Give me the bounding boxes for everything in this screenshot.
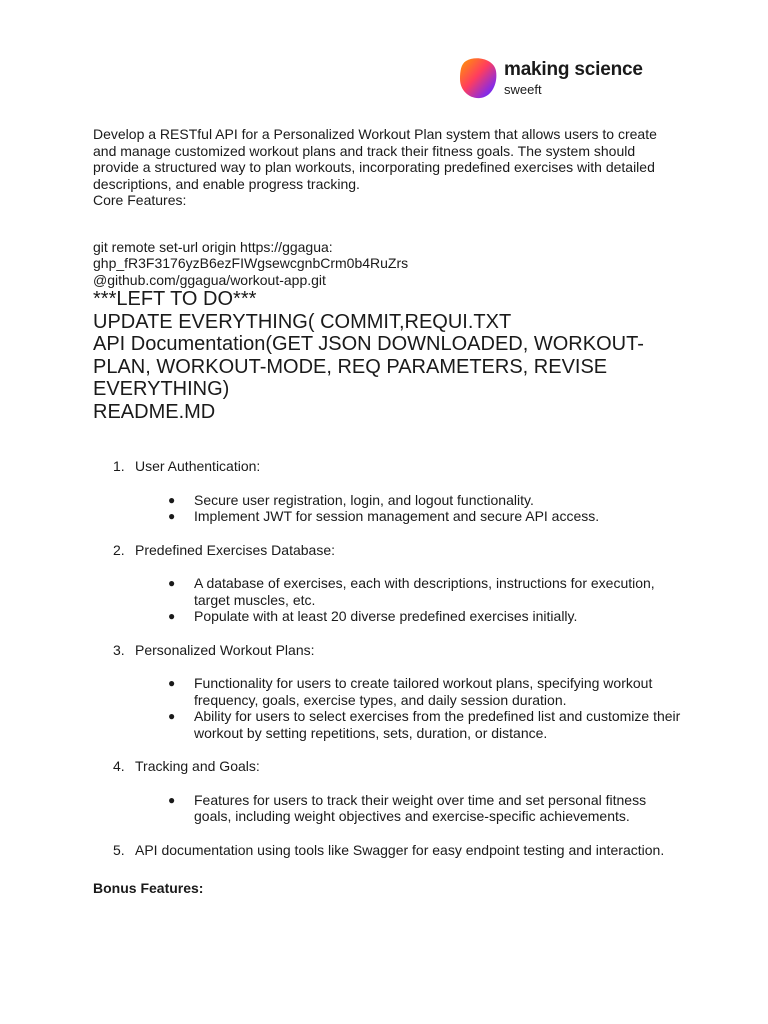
feature-section <box>93 542 683 625</box>
logo-subtitle: sweeft <box>504 82 542 97</box>
feature-section <box>93 458 683 525</box>
logo-name: making science <box>504 59 643 80</box>
section-title: Personalized Workout Plans: <box>135 641 315 658</box>
feature-section <box>93 642 683 742</box>
making-science-logo-icon <box>458 57 498 99</box>
intro-paragraph: Develop a RESTful API for a Personalized Workout Plan system that allows users to create and manage customized workout plans and track their fitness goals. The system should provide a structured way to plan workouts, incorporating predefined exercises with detailed descriptions, and enable progress tracking. <box>93 126 657 192</box>
git-command-line-3: @github.com/ggagua/workout-app.git <box>93 271 326 288</box>
section-title: API documentation using tools like Swagger for easy endpoint testing and interaction. <box>135 841 665 858</box>
section-number: 1. <box>113 458 125 474</box>
git-command-line-2: ghp_fR3F3176yzB6ezFIWgsewcgnbCrm0b4RuZrs <box>93 255 409 271</box>
list-item: ● Ability for users to select exercises from the predefined list and customize their workout by setting repetitions, sets, duration, or distance. <box>168 708 681 741</box>
feature-list <box>93 458 683 858</box>
bullet-icon: ● <box>168 609 176 623</box>
core-features-label: Core Features: <box>93 192 187 208</box>
todo-line-1: UPDATE EVERYTHING( COMMIT,REQUI.TXT <box>93 310 512 333</box>
list-item: ● Populate with at least 20 diverse predefined exercises initially. <box>168 608 578 624</box>
list-item: ● Secure user registration, login, and logout functionality. <box>168 491 534 508</box>
bullet-icon: ● <box>168 792 176 807</box>
bullet-icon: ● <box>168 709 176 723</box>
bonus-features-heading: Bonus Features: <box>93 880 204 896</box>
section-number: 4. <box>113 758 125 774</box>
bullet-icon: ● <box>168 576 176 590</box>
feature-section <box>93 842 683 859</box>
bullet-icon: ● <box>168 676 176 690</box>
todo-heading: ***LEFT TO DO*** <box>93 288 257 310</box>
section-number: 5. <box>113 841 125 858</box>
document-body <box>93 126 683 896</box>
list-item: ● A database of exercises, each with descriptions, instructions for execution, target muscles, etc. <box>168 575 655 608</box>
making-science-logo <box>458 55 643 101</box>
section-title: User Authentication: <box>135 458 261 474</box>
todo-line-3: README.MD <box>93 400 216 423</box>
section-title: Tracking and Goals: <box>135 758 260 774</box>
bullet-icon: ● <box>168 492 176 507</box>
section-number: 2. <box>113 541 125 558</box>
bullet-icon: ● <box>168 509 176 523</box>
section-number: 3. <box>113 641 125 658</box>
feature-section <box>93 758 683 825</box>
todo-line-2: API Documentation(GET JSON DOWNLOADED, WORKOUT-PLAN, WORKOUT-MODE, REQ PARAMETERS, REVISE EVERYTHING) <box>93 333 644 400</box>
section-title: Predefined Exercises Database: <box>135 541 335 558</box>
list-item: ● Implement JWT for session management and secure API access. <box>168 508 600 524</box>
list-item: ● Functionality for users to create tailored workout plans, specifying workout frequency, goals, exercise types, and daily session duration. <box>168 675 653 708</box>
git-command-line-1: git remote set-url origin https://ggagua: <box>93 238 333 255</box>
list-item: ● Features for users to track their weight over time and set personal fitness goals, including weight objectives and exercise-specific achievements. <box>168 791 647 824</box>
